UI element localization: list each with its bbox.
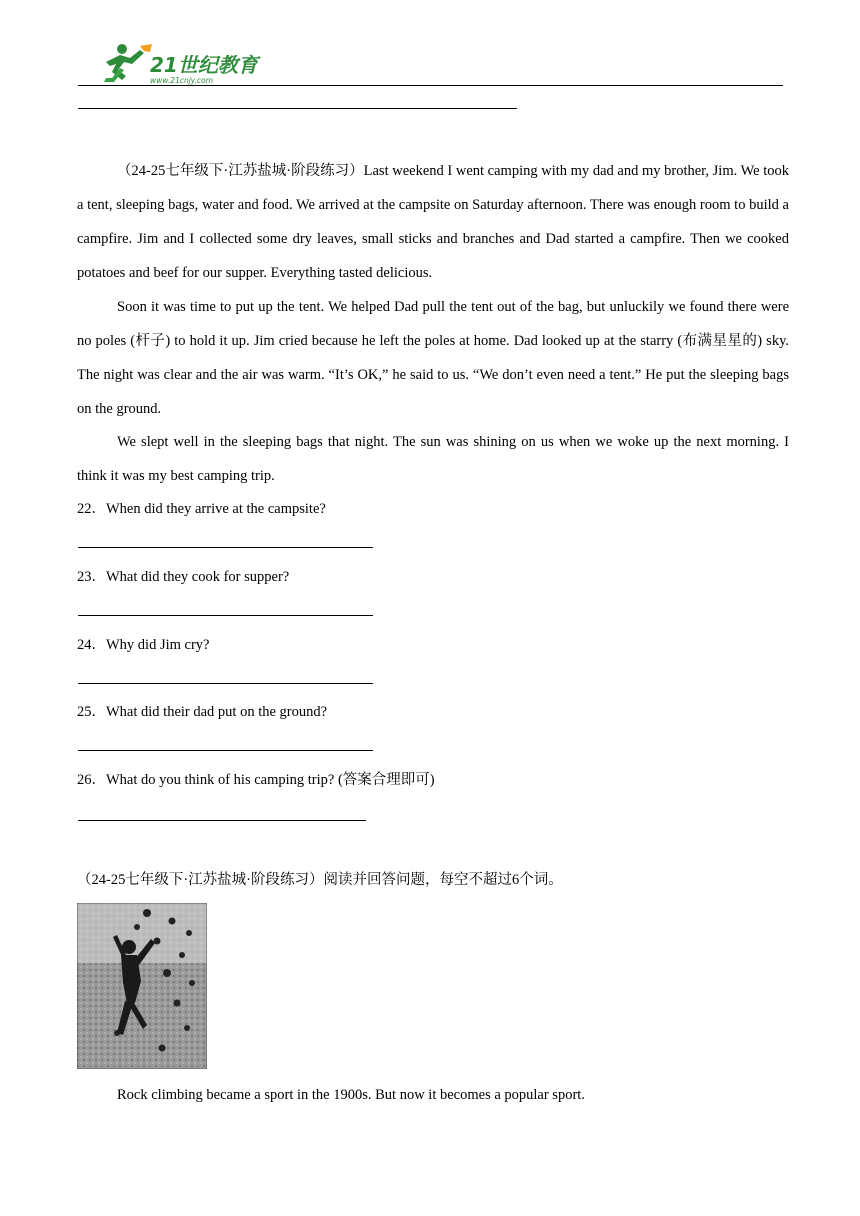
- answer-line-26[interactable]: [78, 820, 366, 821]
- passage-paragraph-2-text: Soon it was time to put up the tent. We helped Dad pull the tent out of the bag, but unluckily we found there were no poles (杆子) to hold it up. Jim cried because he left the poles at home. Dad looked up at the starry (布满星星的) sky. The night was clear and the air was warm. “It’s OK,” he said to us. “We don’t even need a tent.” He put the sleeping bags on the ground.: [77, 299, 789, 417]
- passage-paragraph-1: [77, 154, 789, 290]
- section-2-paragraph-1: Rock climbing became a sport in the 1900s. But now it becomes a popular sport.: [117, 1087, 585, 1103]
- answer-line-24[interactable]: [78, 683, 373, 684]
- passage-paragraph-3-text: We slept well in the sleeping bags that night. The sun was shining on us when we woke up the next morning. I think it was my best camping trip.: [77, 434, 789, 484]
- question-text: What do you think of his camping trip? (答案合理即可): [106, 772, 435, 788]
- answer-line-22[interactable]: [78, 547, 373, 548]
- site-logo: [100, 40, 270, 86]
- answer-blank-line-top: [78, 108, 517, 109]
- question-23: [77, 567, 289, 587]
- question-22: [77, 499, 326, 519]
- passage-paragraph-2: [77, 290, 789, 426]
- question-26: [77, 770, 435, 790]
- question-text: What did they cook for supper?: [106, 569, 290, 585]
- question-text: Why did Jim cry?: [106, 637, 210, 653]
- logo-url: www.21cnjy.com: [150, 76, 214, 85]
- rock-climbing-photo: [77, 903, 207, 1069]
- question-number: 24．: [77, 637, 106, 653]
- answer-line-25[interactable]: [78, 750, 373, 751]
- question-25: [77, 702, 327, 722]
- question-text: When did they arrive at the campsite?: [106, 501, 326, 517]
- question-number: 23．: [77, 569, 106, 585]
- header-rule: [78, 85, 783, 86]
- section-2-intro: （24-25七年级下·江苏盐城·阶段练习）阅读并回答问题，每空不超过6个词。: [77, 872, 563, 888]
- passage-paragraph-3: [77, 425, 789, 493]
- runner-icon: [104, 44, 152, 82]
- question-24: [77, 635, 210, 655]
- logo-text: 21世纪教育: [150, 53, 258, 77]
- answer-line-23[interactable]: [78, 615, 373, 616]
- passage-paragraph-1-text: （24-25七年级下·江苏盐城·阶段练习）Last weekend I went camping with my dad and my brother, Jim. We took a tent, sleeping bags, water and food. We arrived at the campsite on Saturday afternoon. There was enough room to build a campfire. Jim and I collected some dry leaves, small sticks and branches and Dad started a campfire. Then we cooked potatoes and beef for our supper. Everything tasted delicious.: [77, 163, 789, 281]
- question-number: 25．: [77, 704, 106, 720]
- question-number: 22．: [77, 501, 106, 517]
- question-text: What did their dad put on the ground?: [106, 704, 328, 720]
- question-number: 26．: [77, 772, 106, 788]
